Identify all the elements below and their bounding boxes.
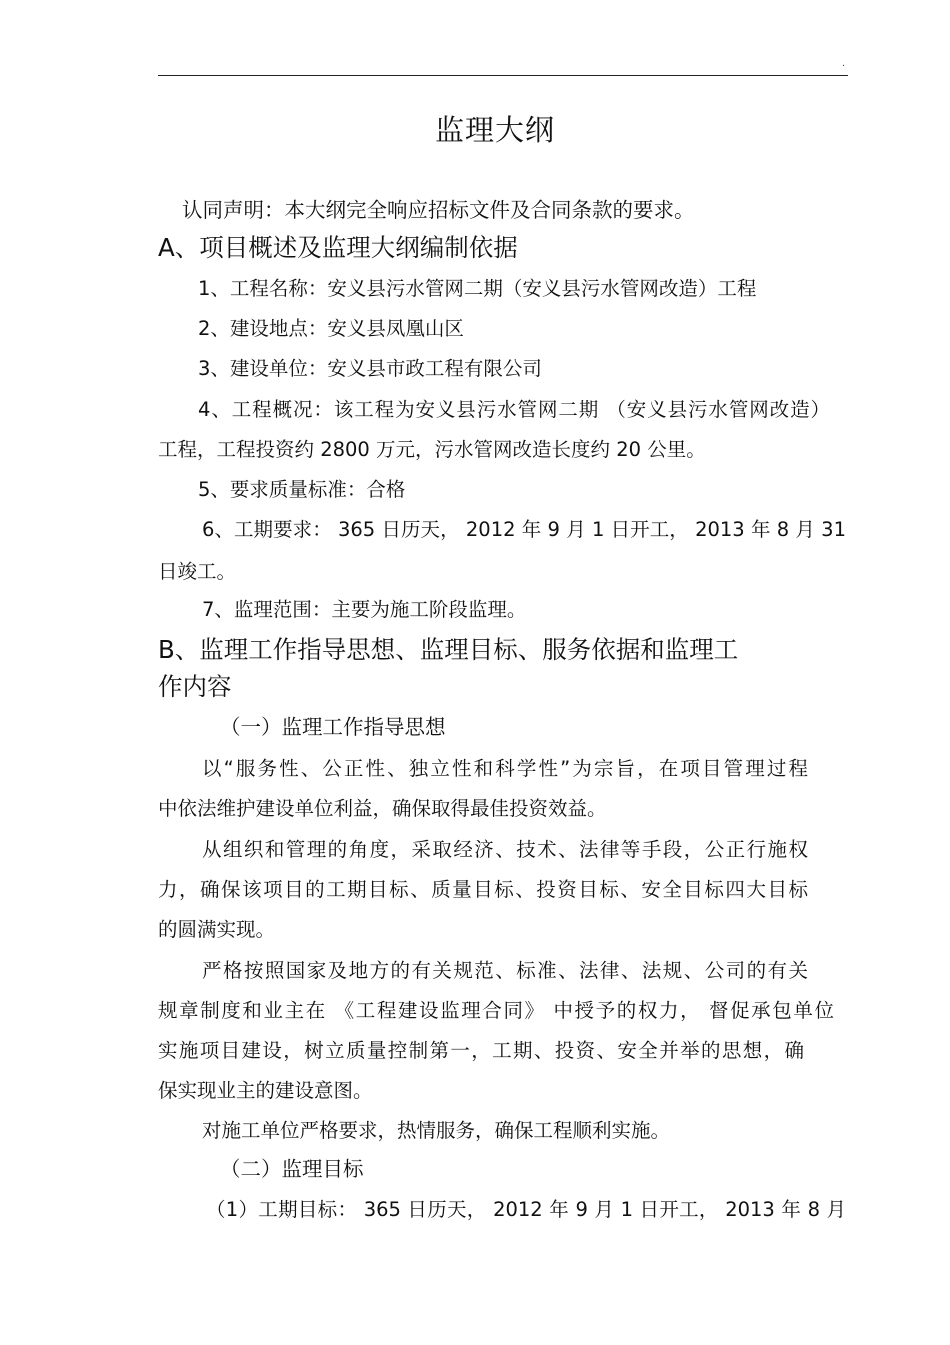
item-4-overview-line1: 4、工程概况：该工程为安义县污水管网二期 （安义县污水管网改造） (198, 398, 830, 421)
sub1-p1-line2: 中依法维护建设单位利益，确保取得最佳投资效益。 (158, 797, 607, 820)
section-b-heading-line2: 作内容 (158, 672, 232, 701)
sub1-p2-line1: 从组织和管理的角度，采取经济、技术、法律等手段，公正行施权 (202, 838, 808, 861)
item-6-schedule-line1: 6、工期要求： 365 日历天， 2012 年 9 月 1 日开工， 2013 年 8 月 31 (202, 518, 846, 541)
item-6-schedule-line2: 日竣工。 (158, 560, 237, 583)
item-5-quality: 5、要求质量标准：合格 (198, 478, 406, 501)
sub1-p2-line3: 的圆满实现。 (158, 918, 276, 941)
sub1-p3-line4: 保实现业主的建设意图。 (158, 1079, 373, 1102)
document-title: 监理大纲 (434, 113, 555, 147)
section-b-heading-line1: B、监理工作指导思想、监理目标、服务依据和监理工 (158, 635, 739, 664)
section-a-heading: A、项目概述及监理大纲编制依据 (158, 233, 518, 262)
item-1-project-name: 1、工程名称：安义县污水管网二期（安义县污水管网改造）工程 (198, 277, 757, 300)
sub1-p1-line1: 以“服务性、公正性、独立性和科学性”为宗旨，在项目管理过程 (202, 757, 808, 780)
sub2-heading: （二）监理目标 (220, 1157, 364, 1181)
sub1-p2-line2: 力，确保该项目的工期目标、质量目标、投资目标、安全目标四大目标 (158, 878, 808, 901)
header-rule (158, 75, 848, 76)
item-4-overview-line2: 工程，工程投资约 2800 万元，污水管网改造长度约 20 公里。 (158, 438, 706, 461)
sub1-p3-line3: 实施项目建设，树立质量控制第一，工期、投资、安全并举的思想，确 (158, 1039, 804, 1062)
item-2-location: 2、建设地点：安义县凤凰山区 (198, 317, 464, 340)
goal-1-schedule-line1: （1）工期目标： 365 日历天， 2012 年 9 月 1 日开工， 2013 年 8 月 (206, 1198, 846, 1221)
header-corner-mark: . (842, 58, 846, 69)
sub1-heading: （一）监理工作指导思想 (220, 715, 446, 739)
sub1-p3-line2: 规章制度和业主在 《工程建设监理合同》 中授予的权力， 督促承包单位 (158, 999, 834, 1022)
sub1-p3-line1: 严格按照国家及地方的有关规范、标准、法律、法规、公司的有关 (202, 959, 808, 982)
item-7-scope: 7、监理范围：主要为施工阶段监理。 (202, 598, 527, 621)
item-3-owner: 3、建设单位：安义县市政工程有限公司 (198, 357, 542, 380)
sub1-p4: 对施工单位严格要求，热情服务，确保工程顺利实施。 (202, 1119, 671, 1142)
statement-text: 认同声明：本大纲完全响应招标文件及合同条款的要求。 (182, 198, 695, 222)
